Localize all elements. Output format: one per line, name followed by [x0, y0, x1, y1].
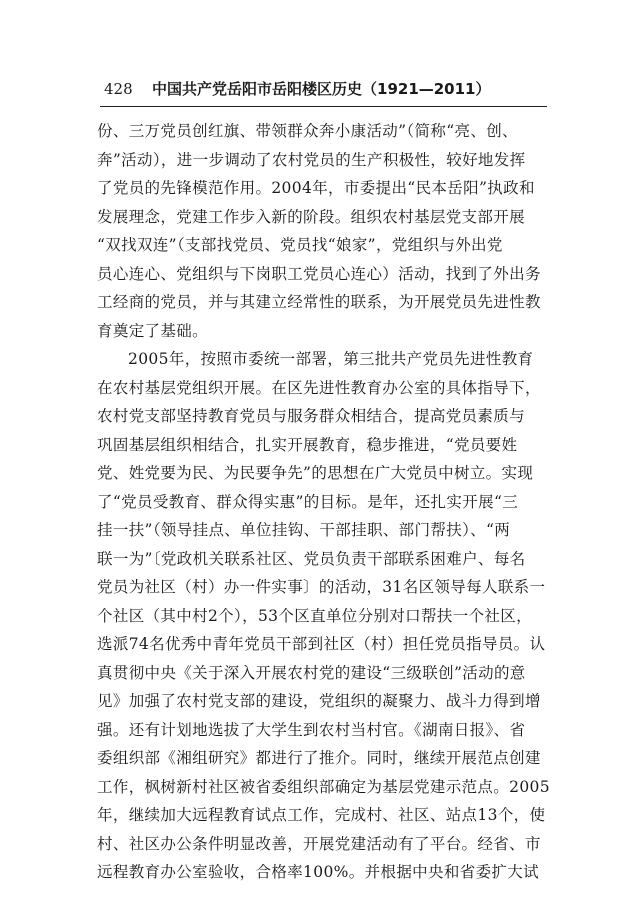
text-line: 在农村基层党组织开展。在区先进性教育办公室的具体指导下， [97, 378, 541, 397]
text-line: 联一为”〔党政机关联系社区、党员负责干部联系困难户、每名 [97, 549, 526, 568]
text-line: 了党员的先锋模范作用。2004年，市委提出“民本岳阳”执政和 [97, 179, 535, 197]
text-line: 选派74名优秀中青年党员干部到社区（村）担任党员指导员。认 [97, 635, 546, 653]
text-line: 年，继续加大远程教育试点工作，完成村、社区、站点13个，使 [97, 806, 546, 824]
text-line: 远程教育办公室验收，合格率100%。并根据中央和省委扩大试 [97, 863, 539, 881]
text-line: 村、社区办公条件明显改善，开展党建活动有了平台。经省、市 [97, 834, 541, 853]
text-line: 党、姓党要为民、为民要争先”的思想在广大党员中树立。实现 [97, 464, 534, 482]
text-line: 工作，枫树新村社区被省委组织部确定为基层党建示范点。2005 [97, 777, 550, 796]
text-line: 工经商的党员，并与其建立经常性的联系，为开展党员先进性教 [97, 293, 541, 311]
text-line: 份、三万党员创红旗、带领群众奔小康活动”（简称“亮、创、 [97, 122, 518, 140]
text-line: 真贯彻中央《关于深入开展农村党的建设“三级联创”活动的意 [97, 663, 526, 682]
text-line: 育奠定了基础。 [97, 321, 208, 340]
text-line: 委组织部《湘组研究》都进行了推介。同时，继续开展范点创建 [97, 749, 541, 767]
text-line: 强。还有计划地选拔了大学生到农村当村官。《湖南日报》、省 [97, 720, 526, 739]
text-line: 个社区（其中村2个），53个区直单位分别对口帮扶一个社区， [97, 606, 532, 625]
text-line: 党员为社区（村）办一件实事〕的活动，31名区领导每人联系一 [97, 578, 546, 596]
paragraph-first-line: 2005年，按照市委统一部署，第三批共产党员先进性教育 [128, 350, 534, 368]
page-number: 428 [104, 80, 133, 98]
text-line: 了“党员受教育、群众得实惠”的目标。是年，还扎实开展“三 [97, 492, 519, 511]
text-line: 发展理念，党建工作步入新的阶段。组织农村基层党支部开展 [97, 207, 525, 226]
text-line: 奔”活动），进一步调动了农村党员的生产积极性，较好地发挥 [97, 150, 526, 169]
body-text [97, 117, 549, 887]
text-line: 挂一扶”（领导挂点、单位挂钩、干部挂职、部门帮扶）、“两 [97, 521, 511, 539]
text-line: “双找双连”（支部找党员、党员找“娘家”，党组织与外出党 [97, 236, 503, 254]
text-line: 农村党支部坚持教育党员与服务群众相结合，提高党员素质与 [97, 407, 525, 425]
text-line: 见》加强了农村党支部的建设，党组织的凝聚力、战斗力得到增 [97, 692, 541, 710]
text-line: 巩固基层组织相结合，扎实开展教育，稳步推进，“党员要姓 [97, 435, 518, 454]
header-rule [100, 106, 547, 107]
running-head-title: 中国共产党岳阳市岳阳楼区历史（1921—2011） [152, 80, 491, 98]
text-line: 员心连心、党组织与下岗职工党员心连心）活动，找到了外出务 [97, 264, 541, 283]
